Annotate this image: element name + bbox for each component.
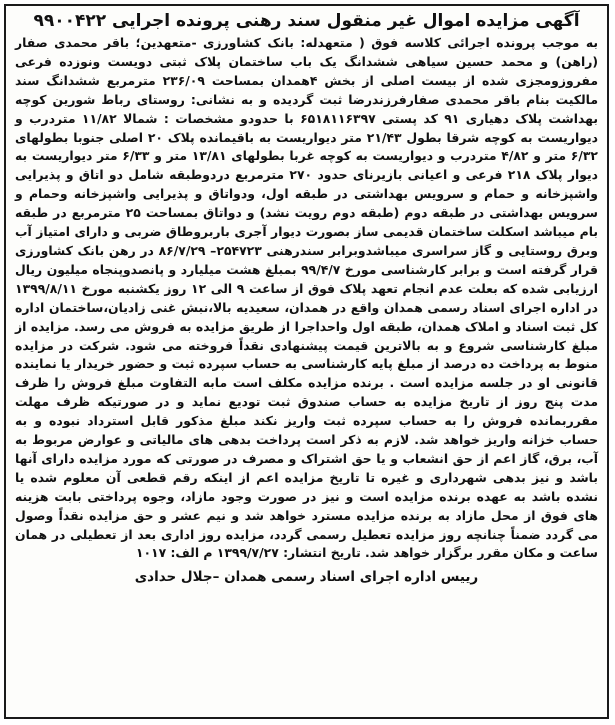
notice-body [15,34,598,563]
notice-signature: رییس اداره اجرای اسناد رسمی همدان –جلال حدادی [134,569,479,586]
notice-body-text: به موجب پرونده اجرائی کلاسه فوق ( متعهدله: بانک کشاورزی -متعهدین؛ باقر محمدی صفار (راهن) و محمد حسین سیاهی ششدانگ یک باب ساختمان پلاک ثبتی دویست ونوزده فرعی مفروزومجزی شده از بیست اصلی از بخش ۴همدان بمساحت ۲۳۶/۰۹ مترمربع ششدانگ سند مالکیت بنام باقر محمدی صفارفرزندرضا ثبت گردیده و به نشانی: روستای رباط شورین کوچه بهداشت پلاک دهیاری ۹۱ کد پستی ۶۵۱۸۱۱۶۳۹۷ با حدودو مشخصات : شمالا ۱۱/۸۲ متردرب و دیواریست به کوچه شرقا بطول ۲۱/۴۳ متر دیواریست به باقیمانده پلاک ۲۰ اصلی جنوبا بطولهای ۶/۳۲ متر و ۴/۸۲ متردرب و دیواریست به کوچه غربا بطولهای ۱۳/۸۱ متر و ۶/۳۳ متر دیواریست به دیوار پلاک ۲۱۸ فرعی و اعیانی بازیرنای حدود ۲۷۰ مترمربع دردوطبقه شامل دو اتاق و پذیرایی واشپزخانه و حمام و سرویس بهداشتی در طبقه اول، ودواتاق و پذیرایی واشپزخانه وحمام و سرویس بهداشتی در طبقه دوم (طبقه دوم رویت نشد) و دواتاق بمساحت ۲۵ مترمربع در طبقه بام میباشد اسکلت ساختمان قدیمی ساز بصورت دیوار آجری باربروطاق ضربی و دارای امتیاز آب وبرق روستایی و گاز سراسری میباشدوبرابر سندرهنی ۲۵۴۷۲۳– ۸۶/۷/۲۹ در رهن بانک کشاورزی قرار گرفته است و برابر کارشناسی مورخ ۹۹/۴/۷ بمبلغ هشت میلیارد و پانصدوپنجاه میلیون ریال ارزیابی شده که بعلت عدم انجام تعهد پلاک فوق از ساعت ۹ الی ۱۲ روز یکشنبه مورخ ۱۳۹۹/۸/۱۱ در اداره اجرای اسناد رسمی همدان واقع در همدان، سعیدیه بالا،نبش غنی زادیان،ساختمان اداره کل ثبت اسناد و املاک همدان، طبقه اول واحداجرا از طریق مزایده به فروش می رسد. مزایده از مبلغ کارشناسی شروع و به بالاترین قیمت پیشنهادی نقداً فروخته می شود. شرکت در مزایده منوط به پرداخت ده درصد از مبلغ پایه کارشناسی به حساب سپرده ثبت و حضور خریدار یا نماینده قانونی او در جلسه مزایده است . برنده مزایده مکلف است مابه التفاوت مبلغ فروش را ظرف مدت پنج روز از تاریخ مزایده به حساب صندوق ثبت تودیع نماید و در صورتیکه ظرف مهلت مقرربمانده فروش را به حساب سپرده ثبت واریز نکند مبلغ مذکور قابل استرداد نبوده و به حساب خزانه واریز خواهد شد. لازم به ذکر است پرداخت بدهی های مالیاتی و عوارض مربوط به آب، برق، گاز اعم از حق انشعاب و یا حق اشتراک و مصرف در صورتی که مورد مزایده دارای آنها باشد و نیز بدهی شهرداری و غیره تا تاریخ مزایده اعم از اینکه رقم قطعی آن معلوم شده یا نشده باشد به عهده برنده مزایده است و نیز در صورت وجود مازاد، وجوه پرداختی بابت هزینه های فوق از محل مازاد به برنده مزایده مسترد خواهد شد و نیم عشر و حق مزایده نقداً وصول می گردد ضمناً چنانچه روز مزایده تعطیل رسمی گردد، مزایده روز اداری بعد از تعطیلی در همان ساعت و مکان مقرر برگزار خواهد شد. تاریخ انتشار: ۱۳۹۹/۷/۲۷ م الف: ۱۰۱۷ [15,35,599,561]
newspaper-notice [4,4,609,719]
notice-title: آگهی مزایده اموال غیر منقول سند رهنی پرونده اجرایی ۹۹۰۰۴۲۲ [33,11,580,31]
